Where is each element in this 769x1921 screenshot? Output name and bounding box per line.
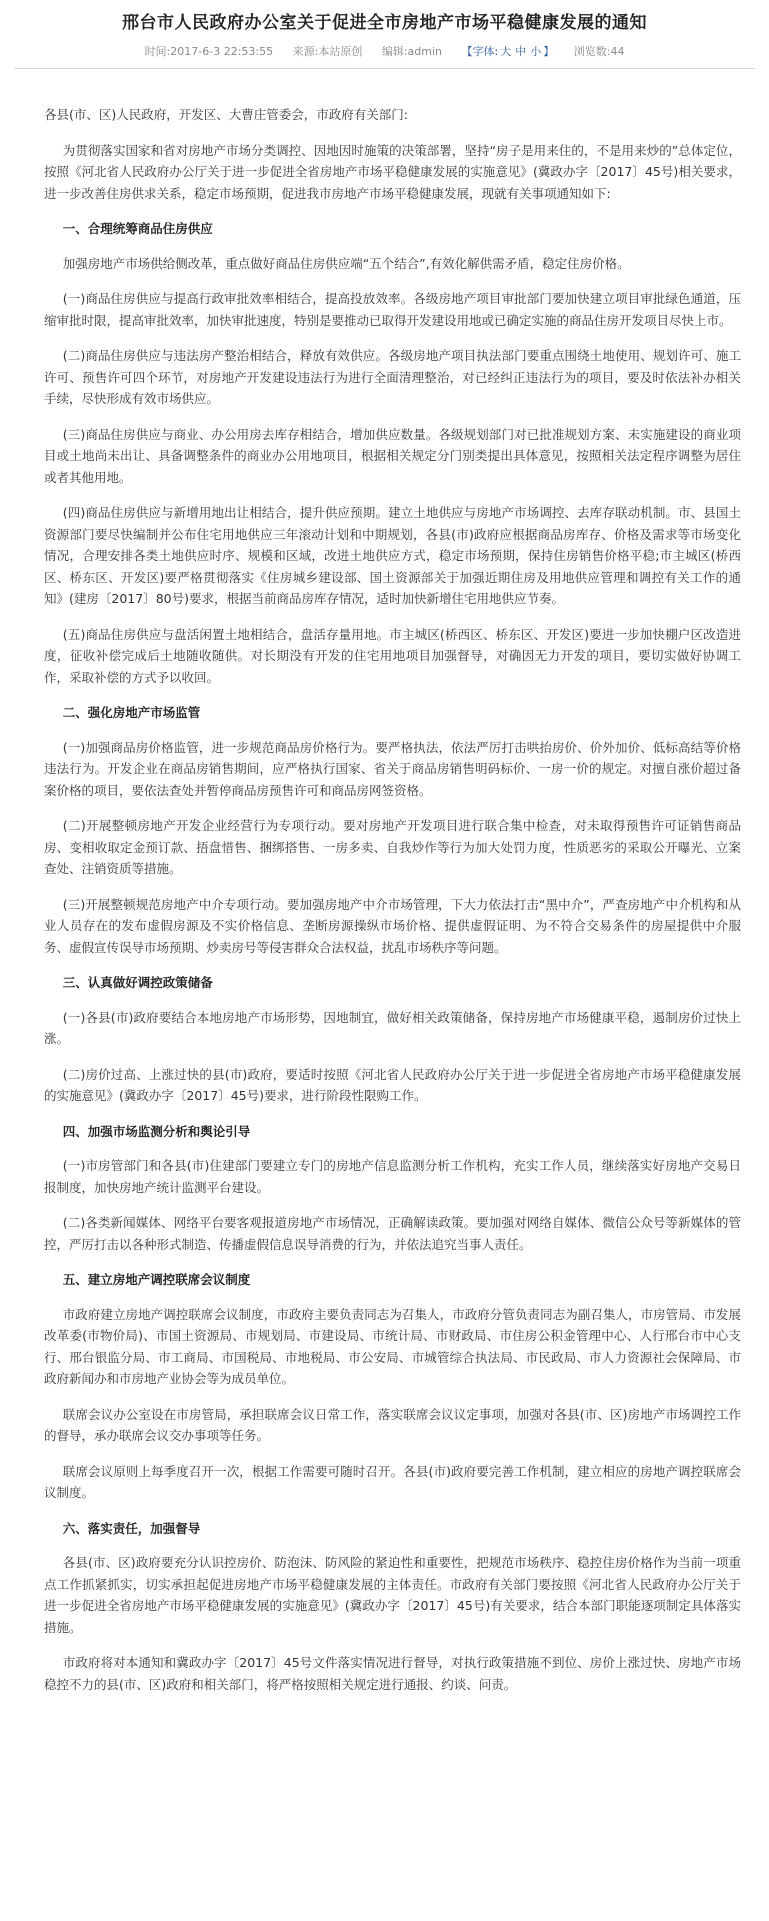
paragraph: (一)加强商品房价格监管，进一步规范商品房价格行为。要严格执法，依法严厉打击哄抬房价、价外加价、低标高结等价格违法行为。开发企业在商品房销售期间，应严格执行国家、省关于商品房销售明码标价、一房一价的规定。对擅自涨价超过备案价格的项目，要依法查处并暂停商品房预售许可和商品房网签资格。	[44, 739, 741, 798]
paragraph: (五)商品住房供应与盘活闲置土地相结合，盘活存量用地。市主城区(桥西区、桥东区、开发区)要进一步加快棚户区改造进度，征收补偿完成后土地随收随供。对长期没有开发的住宅用地项目加强督导，对确因无力开发的项目，要切实做好协调工作，采取补偿的方式予以收回。	[44, 626, 741, 685]
paragraph: (三)开展整顿规范房地产中介专项行动。要加强房地产中介市场管理，下大力依法打击“黑中介”，严查房地产中介机构和从业人员存在的发布虚假房源及不实价格信息、垄断房源操纵市场价格、提供虚假证明、为不符合交易条件的房屋提供中介服务、虚假宣传误导市场预期、炒卖房号等侵害群众合法权益，扰乱市场秩序等问题。	[44, 896, 741, 955]
section-heading: 二、强化房地产市场监管	[62, 705, 201, 720]
title-divider	[14, 68, 755, 69]
article-source: 来源:本站原创	[292, 45, 363, 58]
paragraph: 市政府将对本通知和冀政办字〔2017〕45号文件落实情况进行督导，对执行政策措施不到位、房价上涨过快、房地产市场稳控不力的县(市、区)政府和相关部门，将严格按照相关规定进行通报、约谈、问责。	[44, 1655, 741, 1692]
view-count: 浏览数:44	[573, 45, 625, 58]
article-meta	[14, 43, 755, 61]
paragraph: (一)商品住房供应与提高行政审批效率相结合，提高投放效率。各级房地产项目审批部门要加快建立项目审批绿色通道，压缩审批时限，提高审批效率，加快审批速度，特别是要推动已取得开发建设用地或已确定实施的商品住房开发项目尽快上市。	[44, 291, 741, 328]
paragraph: (四)商品住房供应与新增用地出让相结合，提升供应预期。建立土地供应与房地产市场调控、去库存联动机制。市、县国土资源部门要尽快编制并公布住宅用地供应三年滚动计划和中期规划，各县(市)政府应根据商品房库存、价格及需求等市场变化情况，合理安排各类土地供应时序、规模和区域，改进土地供应方式，稳定市场预期，保持住房销售价格平稳;市主城区(桥西区、桥东区、开发区)要严格贯彻落实《住房城乡建设部、国土资源部关于加强近期住房及用地供应管理和调控有关工作的通知》(建房〔2017〕80号)要求，根据当前商品房库存情况，适时加快新增住宅用地供应节奏。	[44, 505, 741, 606]
salutation: 各县(市、区)人民政府，开发区、大曹庄管委会，市政府有关部门:	[44, 107, 408, 122]
intro-paragraph: 为贯彻落实国家和省对房地产市场分类调控、因地因时施策的决策部署，坚持“房子是用来住的，不是用来炒的”总体定位，按照《河北省人民政府办公厅关于进一步促进全省房地产市场平稳健康发展的实施意见》(冀政办字〔2017〕45号)相关要求，进一步改善住房供求关系，稳定市场预期，促进我市房地产市场平稳健康发展，现就有关事项通知如下:	[44, 142, 741, 201]
paragraph: 加强房地产市场供给侧改革，重点做好商品住房供应端“五个结合”,有效化解供需矛盾，稳定住房价格。	[62, 255, 630, 271]
paragraph: (一)市房管部门和各县(市)住建部门要建立专门的房地产信息监测分析工作机构，充实工作人员，继续落实好房地产交易日报制度，加快房地产统计监测平台建设。	[44, 1158, 741, 1195]
article-title: 邢台市人民政府办公室关于促进全市房地产市场平稳健康发展的通知	[122, 13, 647, 33]
paragraph: 联席会议办公室设在市房管局，承担联席会议日常工作，落实联席会议议定事项，加强对各县(市、区)房地产市场调控工作的督导，承办联席会议交办事项等任务。	[44, 1406, 741, 1443]
paragraph: (二)房价过高、上涨过快的县(市)政府，要适时按照《河北省人民政府办公厅关于进一步促进全省房地产市场平稳健康发展的实施意见》(冀政办字〔2017〕45号)要求，进行阶段性限购工作。	[44, 1066, 741, 1103]
publish-time: 时间:2017-6-3 22:53:55	[144, 45, 274, 58]
section-heading: 三、认真做好调控政策储备	[62, 975, 213, 990]
paragraph: 各县(市、区)政府要充分认识控房价、防泡沫、防风险的紧迫性和重要性，把规范市场秩序、稳控住房价格作为当前一项重点工作抓紧抓实，切实承担起促进房地产市场平稳健康发展的主体责任。市政府有关部门要按照《河北省人民政府办公厅关于进一步促进全省房地产市场平稳健康发展的实施意见》(冀政办字〔2017〕45号)有关要求，结合本部门职能逐项制定具体落实措施。	[44, 1555, 741, 1635]
font-large-button[interactable]: 大	[500, 45, 512, 58]
paragraph: (三)商品住房供应与商业、办公用房去库存相结合，增加供应数量。各级规划部门对已批准规划方案、未实施建设的商业项目或土地尚未出让、具备调整条件的商业办公用地项目，根据相关规定分门别类提出具体意见，按照相关法定程序调整为居住或者其他用地。	[44, 426, 741, 485]
paragraph: 市政府建立房地产调控联席会议制度，市政府主要负责同志为召集人，市政府分管负责同志为副召集人，市房管局、市发展改革委(市物价局)、市国土资源局、市规划局、市建设局、市统计局、市财政局、市住房公积金管理中心、人行邢台市中心支行、邢台银监分局、市工商局、市国税局、市地税局、市公安局、市城管综合执法局、市民政局、市人力资源社会保障局、市政府新闻办和市房地产业协会等为成员单位。	[44, 1306, 741, 1386]
article-body	[14, 77, 755, 1695]
paragraph: 联席会议原则上每季度召开一次，根据工作需要可随时召开。各县(市)政府要完善工作机制，建立相应的房地产调控联席会议制度。	[44, 1463, 741, 1500]
font-medium-button[interactable]: 中	[515, 45, 527, 58]
article-editor: 编辑:admin	[381, 45, 443, 58]
font-size-close: 】	[543, 45, 555, 58]
font-size-label: 【字体:	[461, 45, 499, 58]
font-small-button[interactable]: 小	[530, 45, 542, 58]
paragraph: (二)商品住房供应与违法房产整治相结合，释放有效供应。各级房地产项目执法部门要重点围绕土地使用、规划许可、施工许可、预售许可四个环节，对房地产开发建设违法行为进行全面清理整治，对已经纠正违法行为的项目，要及时依法补办相关手续，尽快形成有效市场供应。	[44, 348, 741, 406]
section-heading: 六、落实责任，加强督导	[62, 1520, 201, 1536]
font-size-control	[462, 45, 555, 58]
section-heading: 五、建立房地产调控联席会议制度	[62, 1272, 251, 1287]
section-heading: 一、合理统筹商品住房供应	[62, 221, 213, 236]
paragraph: (一)各县(市)政府要结合本地房地产市场形势，因地制宜，做好相关政策储备，保持房地产市场健康平稳，遏制房价过快上涨。	[44, 1009, 741, 1046]
paragraph: (二)开展整顿房地产开发企业经营行为专项行动。要对房地产开发项目进行联合集中检查，对未取得预售许可证销售商品房、变相收取定金预订款、捂盘惜售、捆绑搭售、一房多卖、自我炒作等行为加大处罚力度，性质恶劣的采取公开曝光、立案查处、注销资质等措施。	[44, 818, 741, 876]
paragraph: (二)各类新闻媒体、网络平台要客观报道房地产市场情况，正确解读政策。要加强对网络自媒体、微信公众号等新媒体的管控，严厉打击以各种形式制造、传播虚假信息误导消费的行为，并依法追究当事人责任。	[44, 1215, 741, 1252]
section-heading: 四、加强市场监测分析和舆论引导	[62, 1123, 251, 1139]
